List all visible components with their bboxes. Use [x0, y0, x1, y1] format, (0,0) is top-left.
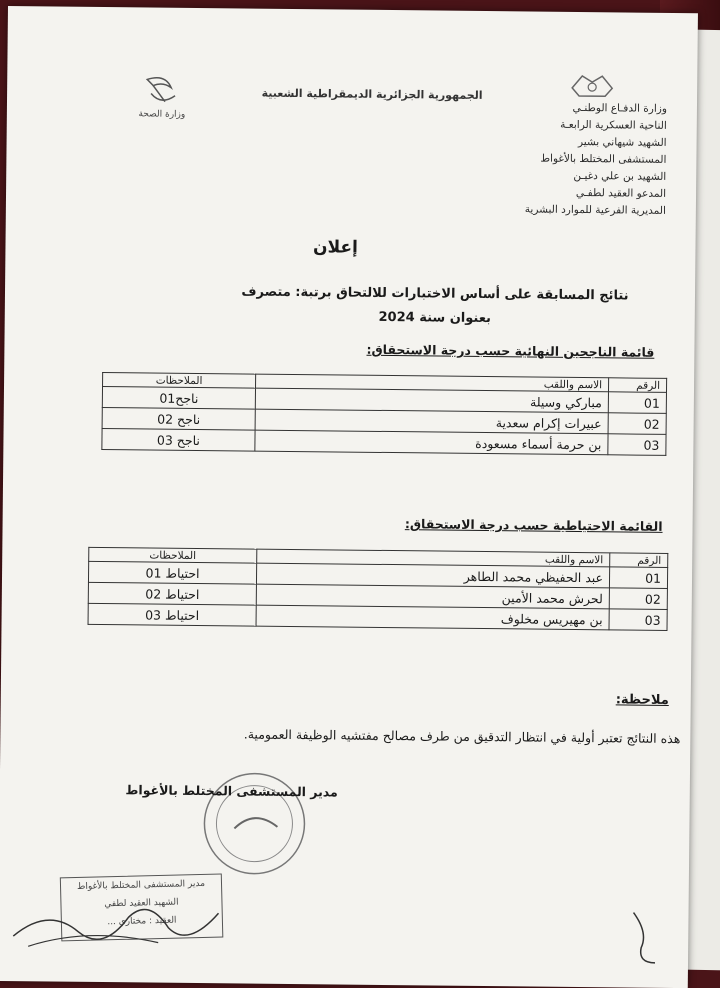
- row-note: احتياط 03: [88, 603, 256, 626]
- document-title: إعلان: [312, 237, 359, 258]
- row-number: 02: [609, 588, 667, 610]
- column-header: الاسم واللقب: [256, 374, 609, 392]
- final-list-title: قائمة الناجحين النهائية حسب درجة الاستحقاق:: [366, 341, 655, 360]
- row-note: ناجح 02: [102, 408, 255, 431]
- stamp-line: العقيد : مختاري ...: [107, 915, 177, 928]
- document-page: [0, 6, 698, 988]
- header-line: وزارة الدفـاع الوطنـي: [572, 101, 668, 115]
- column-header: الملاحظات: [89, 547, 257, 563]
- row-number: 01: [608, 392, 666, 414]
- column-header: الرقم: [610, 553, 668, 568]
- header-line: الشهيد شيهاني بشير: [577, 135, 667, 149]
- header-line: الناحية العسكرية الرابعـة: [560, 118, 667, 132]
- header-line: الشهيد بن علي دغيـن: [573, 169, 667, 183]
- row-name: لحرش محمد الأمين: [256, 584, 609, 609]
- column-header: الملاحظات: [103, 373, 256, 389]
- subject: [200, 280, 670, 333]
- ministry-name: وزارة الصحة: [138, 109, 186, 120]
- reserve-list-table: [88, 547, 669, 631]
- row-number: 02: [608, 413, 666, 435]
- note-text: هذه النتائج تعتبر أولية في انتظار التدقيق من طرف مصالح مفتشيه الوظيفة العمومية.: [243, 726, 681, 747]
- header-line: المستشفى المختلط بالأغواط: [540, 152, 667, 166]
- row-note: احتياط 02: [88, 582, 256, 605]
- note-title: ملاحظة:: [615, 692, 669, 708]
- signer-title: مدير المستشفى المختلط بالأغواط: [125, 782, 338, 800]
- signature-icon: [8, 886, 229, 958]
- subject-line: نتائج المسابقة على أساس الاختبارات للالتحاق برتبة: متصرف: [241, 284, 629, 304]
- issuing-authority: [506, 99, 667, 220]
- subject-year: بعنوان سنة 2024: [378, 309, 492, 327]
- row-note: احتياط 01: [88, 561, 256, 584]
- military-crest-icon: [567, 70, 617, 101]
- row-name: بن حرمة أسماء مسعودة: [255, 430, 608, 455]
- stamp-line: الشهيد العقيد لطفي: [104, 897, 179, 910]
- page-mark-icon: [623, 907, 664, 967]
- column-header: الاسم واللقب: [257, 549, 610, 567]
- row-note: ناجح01: [102, 387, 255, 410]
- row-name: عبيرات إكرام سعدية: [255, 409, 608, 434]
- row-note: ناجح 03: [102, 429, 255, 452]
- row-name: عبد الحفيظي محمد الطاهر: [256, 563, 609, 588]
- header-line: المديرية الفرعية للموارد البشرية: [524, 203, 666, 217]
- header-line: المدعو العقيد لطفـي: [575, 186, 667, 200]
- row-number: 03: [609, 609, 667, 631]
- table-row: [102, 429, 666, 456]
- final-list-table: [101, 372, 667, 456]
- row-number: 03: [608, 434, 666, 456]
- stamp-line: مدير المستشفى المختلط بالأغواط: [76, 878, 206, 893]
- row-number: 01: [609, 567, 667, 589]
- reserve-list-title: القائمة الاحتياطية حسب درجة الاستحقاق:: [404, 516, 663, 534]
- row-name: مباركي وسيلة: [255, 388, 608, 413]
- republic-title: الجمهورية الجزائرية الديمقراطية الشعبية: [261, 86, 483, 102]
- column-header: الرقم: [608, 378, 666, 393]
- row-name: بن مهيريس مخلوف: [256, 605, 609, 630]
